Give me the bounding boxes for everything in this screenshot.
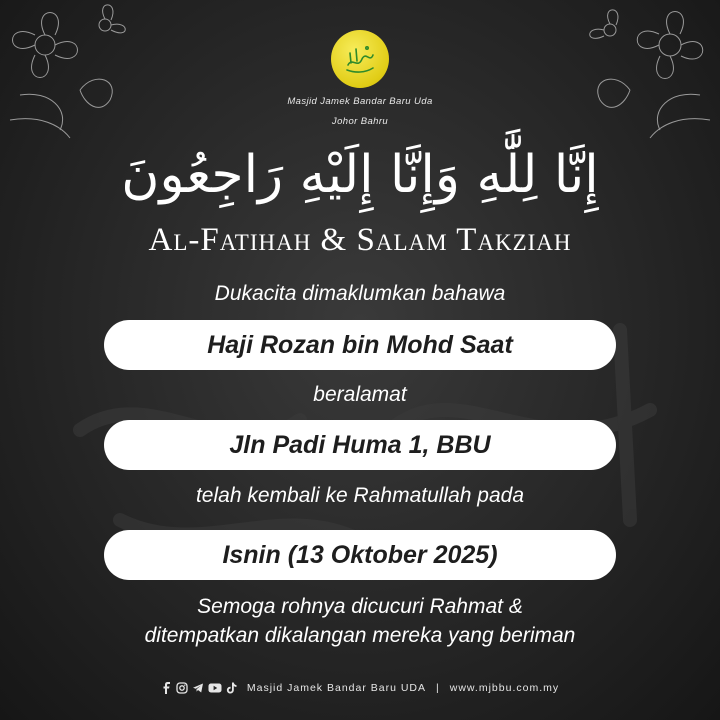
telegram-icon[interactable]	[192, 682, 204, 694]
address-label-text: beralamat	[313, 383, 407, 406]
arabic-calligraphy-heading: إِنَّا لِلَّٰهِ وَإِنَّا إِلَيْهِ رَاجِعُونَ	[121, 145, 599, 205]
closing-prayer	[0, 592, 720, 650]
youtube-icon[interactable]	[208, 682, 222, 694]
tiktok-icon[interactable]	[226, 682, 237, 694]
closing-line-1: Semoga rohnya dicucuri Rahmat &	[197, 595, 523, 618]
mosque-logo-block	[0, 30, 720, 128]
mosque-logo	[331, 30, 389, 88]
footer-bar	[0, 682, 720, 694]
closing-line-2: ditempatkan dikalangan mereka yang beriman	[144, 624, 576, 647]
address-pill: Jln Padi Huma 1, BBU	[104, 420, 616, 470]
social-icons	[161, 682, 237, 694]
calligraphy-logo-icon	[340, 39, 380, 79]
instagram-icon[interactable]	[176, 682, 188, 694]
date-pill: Isnin (13 Oktober 2025)	[104, 530, 616, 580]
passed-away-text: telah kembali ke Rahmatullah pada	[195, 484, 525, 507]
footer-org-name: Masjid Jamek Bandar Baru UDA	[246, 682, 427, 694]
title-heading: Al-Fatihah & Salam Takziah	[148, 222, 572, 258]
logo-mosque-name: Masjid Jamek Bandar Baru Uda	[287, 96, 433, 107]
footer-separator: |	[436, 682, 440, 694]
intro-text: Dukacita dimaklumkan bahawa	[214, 282, 506, 305]
facebook-icon[interactable]	[161, 682, 172, 694]
footer-website-link[interactable]: www.mjbbu.com.my	[449, 682, 560, 694]
deceased-name-pill: Haji Rozan bin Mohd Saat	[104, 320, 616, 370]
logo-city-name: Johor Bahru	[331, 116, 389, 127]
